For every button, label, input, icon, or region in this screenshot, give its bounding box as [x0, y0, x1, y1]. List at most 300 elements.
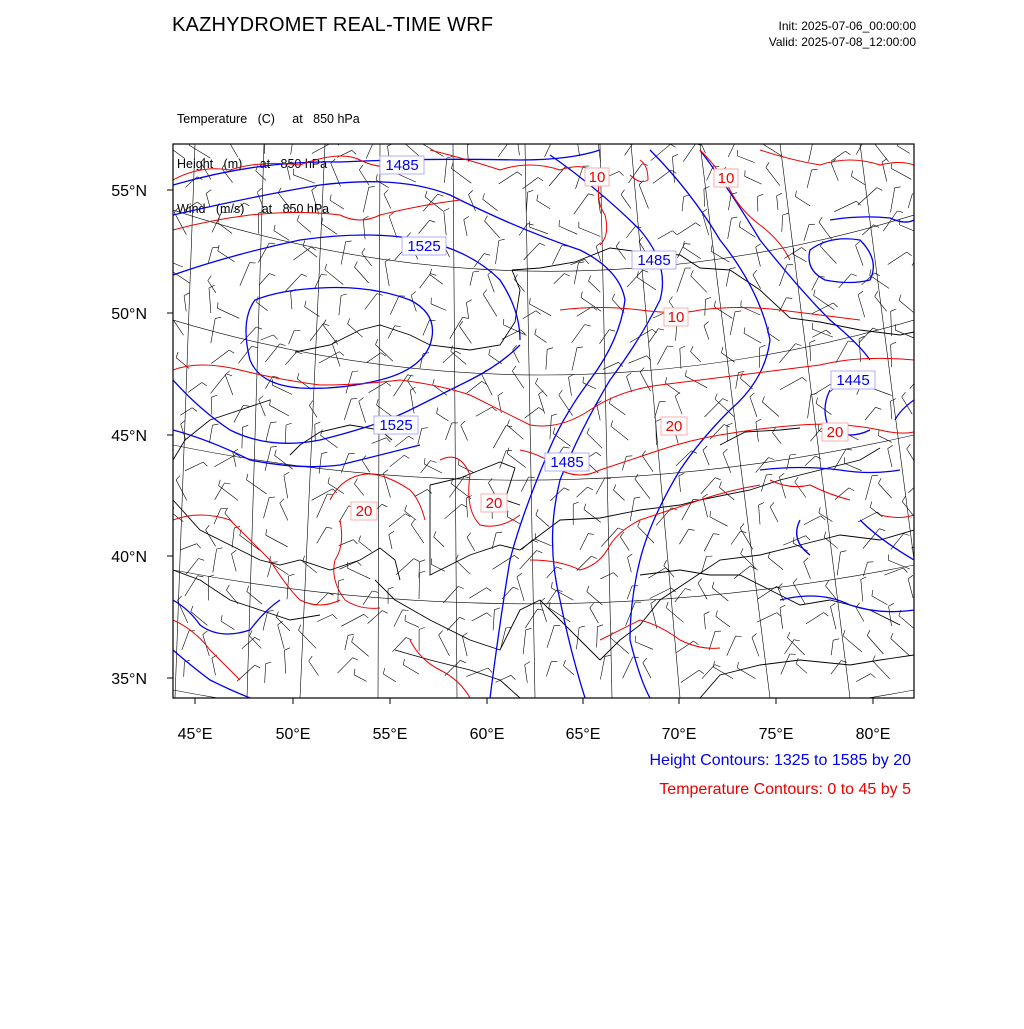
wind-barb: [773, 433, 782, 444]
wind-barb: [437, 413, 449, 421]
wind-barb-flag: [919, 483, 924, 486]
wind-barb-flag: [666, 602, 668, 608]
wind-barb-flag: [271, 446, 277, 447]
wind-barb-flag: [583, 377, 584, 383]
wind-barb-flag: [456, 351, 461, 354]
wind-barb: [891, 168, 911, 179]
wind-barb: [367, 353, 381, 363]
wind-barb-flag: [656, 419, 662, 421]
wind-barb: [464, 220, 467, 236]
wind-barb: [878, 484, 891, 499]
wind-barb-flag: [698, 132, 702, 136]
wind-barb-flag: [902, 392, 906, 397]
wind-barb: [265, 344, 280, 362]
wind-barb: [266, 535, 288, 547]
wind-barb-flag: [826, 581, 829, 586]
wind-barb: [554, 274, 565, 284]
wind-barb-flag: [422, 138, 423, 144]
wind-barb-flag: [889, 603, 894, 606]
wind-barb-flag: [882, 159, 887, 162]
wind-barb: [501, 628, 506, 649]
wind-barb: [265, 447, 271, 471]
wind-barb-flag: [626, 456, 632, 457]
wind-barb: [493, 610, 494, 631]
wind-barb: [240, 535, 260, 550]
wind-barb: [359, 170, 369, 186]
wind-barb: [705, 399, 723, 417]
wind-barb: [882, 162, 887, 182]
wind-barb: [819, 222, 832, 240]
wind-barb: [256, 171, 266, 181]
wind-barb-flag: [750, 393, 755, 397]
wind-barb: [355, 267, 369, 283]
wind-barb-flag: [903, 568, 907, 573]
init-time: Init: 2025-07-06_00:00:00: [769, 18, 916, 34]
wind-barb-flag: [564, 274, 570, 277]
wind-barb-flag: [359, 165, 363, 170]
wind-barb: [810, 343, 811, 361]
wind-barb-flag: [846, 449, 852, 450]
wind-barb: [569, 377, 572, 396]
wind-barb: [315, 424, 316, 441]
wind-barb: [226, 137, 238, 157]
wind-barb-flag: [487, 588, 492, 592]
wind-barb-flag: [693, 499, 699, 500]
wind-barb-flag: [328, 477, 329, 483]
wind-barb-flag: [206, 190, 211, 194]
wind-barb: [535, 383, 547, 396]
wind-barb-flag: [715, 394, 717, 400]
wind-barb-flag: [895, 187, 901, 188]
wind-barb: [777, 196, 778, 210]
wind-barb-flag: [564, 447, 570, 448]
height-label: [545, 453, 589, 471]
svg-text:10: 10: [589, 169, 606, 186]
wind-barb: [861, 580, 863, 602]
wind-barb-flag: [215, 317, 221, 318]
wind-barb: [445, 504, 462, 519]
wind-barb-flag: [425, 191, 427, 197]
wind-barb: [476, 407, 492, 416]
wind-barb: [268, 562, 272, 577]
wind-barb-flag: [539, 391, 544, 395]
wind-barb-flag: [488, 478, 492, 483]
wind-barb-flag: [258, 211, 264, 213]
wind-barb-flag: [578, 262, 584, 263]
wind-barb: [338, 658, 353, 673]
wind-barb: [621, 195, 631, 209]
wind-barb-flag: [753, 270, 757, 275]
wind-barb: [870, 275, 889, 288]
wind-barb: [761, 475, 766, 492]
wind-barb: [467, 381, 482, 393]
wind-barb-flag: [867, 630, 870, 635]
wind-barb-flag: [557, 567, 563, 569]
wind-barb: [710, 517, 728, 526]
wind-barb-flag: [766, 474, 772, 475]
wind-barb: [796, 664, 807, 674]
wind-barb: [908, 194, 912, 208]
svg-text:1485: 1485: [637, 252, 670, 269]
wind-barb: [703, 497, 708, 517]
wind-barb: [600, 656, 604, 679]
wind-barb: [284, 650, 285, 673]
wind-barb: [524, 243, 540, 260]
wind-barb: [512, 371, 524, 388]
wind-barb-flag: [461, 421, 465, 425]
wind-barb: [225, 375, 233, 395]
wind-barb: [723, 453, 731, 473]
wind-barb-flag: [434, 531, 436, 537]
wind-barb-flag: [218, 302, 219, 308]
wind-barb: [745, 176, 762, 184]
wind-barb: [317, 593, 329, 605]
wind-barb-flag: [814, 290, 815, 296]
wind-barb: [523, 178, 538, 189]
wind-barb: [691, 352, 701, 363]
wind-barb-flag: [272, 562, 278, 563]
wind-barb-flag: [738, 136, 744, 137]
wind-barb-flag: [530, 298, 531, 304]
wind-barb-flag: [849, 488, 854, 491]
wind-barb: [390, 455, 405, 467]
wind-barb-flag: [670, 144, 675, 147]
wind-barb-flag: [488, 668, 492, 672]
wind-barb-flag: [659, 401, 665, 402]
wind-barb-flag: [382, 504, 387, 507]
wind-barb-flag: [403, 659, 404, 665]
wind-barb: [616, 247, 625, 260]
wind-barb: [888, 449, 892, 468]
wind-barb: [898, 146, 910, 154]
wind-barb: [293, 175, 315, 183]
wind-barb-flag: [638, 521, 641, 527]
wind-barb-flag: [451, 163, 453, 169]
wind-barb-flag: [383, 470, 388, 474]
wind-barb: [297, 221, 311, 233]
wind-barb-flag: [507, 420, 509, 426]
wind-barb-flag: [851, 274, 857, 276]
wind-barb-flag: [389, 531, 394, 534]
wind-barb-flag: [737, 662, 738, 668]
wind-barb: [278, 193, 291, 210]
wind-barb-flag: [627, 373, 632, 377]
wind-barb-flag: [715, 478, 721, 480]
wind-barb: [715, 399, 734, 416]
wind-barb-flag: [684, 195, 690, 197]
wind-barb-flag: [588, 487, 593, 490]
wind-barb-flag: [305, 301, 306, 307]
wind-barb-flag: [226, 132, 230, 137]
wind-barb: [907, 449, 917, 465]
wind-barb-flag: [587, 428, 589, 434]
wind-barb: [683, 247, 701, 259]
wind-barb: [677, 268, 685, 292]
wind-barb: [483, 199, 498, 210]
wind-barb-flag: [243, 425, 249, 427]
wind-barb: [831, 661, 841, 675]
wind-barb: [766, 167, 780, 185]
wind-barb: [704, 534, 713, 552]
wind-barb-flag: [897, 211, 903, 212]
wind-barb-flag: [786, 298, 792, 299]
wind-barb-flag: [405, 505, 407, 511]
wind-barb: [597, 404, 601, 420]
wind-barb: [682, 197, 684, 212]
wind-barb-flag: [271, 422, 277, 423]
wind-barb: [587, 433, 602, 448]
wind-barb-flag: [444, 208, 449, 211]
wind-barb-flag: [334, 141, 339, 145]
wind-barb-flag: [727, 423, 733, 425]
wind-barb: [656, 421, 657, 445]
wind-barb-flag: [898, 140, 899, 146]
wind-barb-flag: [462, 633, 467, 636]
wind-barb-flag: [225, 483, 231, 484]
wind-barb: [856, 245, 864, 266]
wind-barb: [469, 588, 486, 599]
wind-barb: [540, 602, 546, 622]
wind-barb-flag: [537, 551, 543, 553]
lon-label: 50°E: [276, 726, 311, 743]
wind-barb: [804, 516, 821, 525]
wind-barb: [322, 224, 338, 235]
wind-barb: [629, 356, 647, 363]
wind-barb: [891, 188, 895, 213]
wind-barb-flag: [689, 529, 695, 530]
wind-barb: [650, 588, 671, 599]
wind-barb: [681, 670, 699, 682]
wind-barb-flag: [587, 586, 589, 592]
wind-barb: [260, 335, 273, 340]
wind-barb: [170, 262, 183, 267]
wind-barb: [576, 166, 584, 189]
wind-barb-flag: [536, 311, 541, 315]
wind-barb-flag: [856, 241, 861, 245]
wind-barb-flag: [731, 217, 737, 218]
wind-barb: [405, 511, 417, 520]
wind-barb-flag: [407, 376, 411, 381]
wind-barb: [834, 201, 856, 212]
wind-barb: [431, 304, 446, 311]
temperature-label: [351, 502, 377, 520]
wind-barb-flag: [804, 558, 808, 562]
wind-barb-flag: [740, 531, 746, 532]
wind-barb: [420, 354, 423, 369]
wind-barb: [434, 537, 444, 547]
temperature-legend: Temperature Contours: 0 to 45 by 5: [659, 781, 911, 799]
wind-barb-flag: [208, 276, 212, 281]
wind-barb-flag: [341, 294, 347, 296]
wind-barb: [206, 530, 216, 546]
wind-barb-flag: [762, 396, 764, 402]
wind-barb: [415, 490, 427, 497]
wind-barb: [211, 374, 227, 394]
wind-barb: [213, 549, 217, 573]
wind-barb: [366, 143, 373, 159]
wind-barb-flag: [704, 612, 709, 615]
wind-barb-flag: [686, 370, 687, 376]
wind-barb-flag: [259, 396, 264, 400]
wind-barb-flag: [802, 248, 807, 252]
wind-barb-flag: [529, 477, 535, 478]
wind-barb-flag: [353, 540, 357, 544]
wind-barb-flag: [616, 242, 619, 247]
wind-barb-flag: [899, 295, 901, 301]
wind-barb: [547, 590, 557, 605]
wind-barb: [392, 638, 406, 652]
wind-barb: [362, 460, 370, 472]
wind-barb: [750, 397, 757, 417]
temperature-label: [585, 168, 609, 186]
wind-barb: [655, 402, 660, 418]
wind-barb-flag: [711, 245, 712, 251]
wind-barb-flag: [843, 630, 845, 636]
wind-barb: [451, 484, 471, 499]
svg-text:20: 20: [666, 418, 683, 435]
wind-barb-flag: [876, 407, 882, 409]
wind-barb: [900, 225, 915, 231]
wind-barb: [620, 537, 629, 551]
wind-barb: [812, 276, 819, 290]
wind-barb-flag: [577, 134, 582, 137]
wind-barb-flag: [339, 352, 344, 356]
wind-barb-flag: [619, 171, 623, 175]
wind-barb: [285, 425, 286, 443]
wind-barb-flag: [219, 480, 221, 486]
wind-barb: [679, 476, 681, 492]
temperature-label: [714, 169, 738, 187]
wind-barb-flag: [643, 270, 649, 272]
wind-barb-flag: [252, 346, 258, 348]
wind-barb: [808, 395, 811, 418]
wind-barb-flag: [424, 458, 425, 464]
wind-barb: [369, 382, 387, 392]
wind-barb-flag: [528, 224, 534, 226]
wind-barb-flag: [598, 140, 603, 143]
wind-barb: [525, 408, 539, 419]
wind-barb-flag: [203, 462, 207, 466]
wind-barb-flag: [404, 455, 409, 458]
wind-barb-flag: [581, 292, 582, 298]
wind-barb-flag: [699, 670, 704, 674]
wind-barb: [402, 141, 420, 156]
wind-barb-flag: [176, 352, 178, 358]
wind-barb: [525, 609, 537, 628]
wind-barb: [622, 456, 626, 470]
wind-barb-flag: [790, 454, 796, 455]
wind-barb: [287, 165, 291, 180]
wind-barb: [345, 635, 348, 650]
wind-barb-flag: [226, 374, 232, 376]
wind-barb: [240, 263, 250, 286]
wind-barb-flag: [408, 375, 414, 376]
wind-barb: [891, 311, 892, 336]
wind-barb: [430, 275, 443, 285]
wind-barb-flag: [928, 346, 934, 348]
wind-barb-flag: [298, 625, 301, 630]
wind-barb-flag: [201, 158, 205, 163]
wind-barb-flag: [463, 317, 469, 318]
wind-barb: [317, 527, 327, 543]
wind-barb-flag: [693, 641, 698, 644]
wind-barb: [872, 596, 888, 605]
wind-barb-flag: [535, 378, 538, 383]
wind-barb: [780, 377, 802, 389]
wind-barb-flag: [411, 520, 415, 525]
wind-barb-flag: [779, 473, 784, 477]
wind-barb: [493, 426, 506, 449]
wind-barb: [858, 295, 865, 317]
wind-barb-flag: [621, 190, 624, 195]
wind-barb: [831, 607, 837, 630]
wind-barb-flag: [872, 590, 873, 596]
wind-barb: [270, 405, 289, 416]
wind-barb-flag: [696, 223, 701, 227]
lon-label: 75°E: [759, 726, 794, 743]
lon-label: 80°E: [856, 726, 891, 743]
temperature-label: [822, 423, 848, 441]
lon-label: 70°E: [662, 726, 697, 743]
wind-barb: [422, 144, 444, 157]
height-label: [831, 371, 875, 389]
wind-barb-flag: [698, 578, 702, 583]
wind-barb: [472, 613, 487, 621]
wind-barb: [550, 416, 552, 440]
wind-barb: [703, 450, 709, 465]
wind-barb-flag: [275, 450, 277, 456]
wind-barb: [698, 583, 707, 599]
wind-barb-flag: [464, 216, 469, 219]
wind-barb: [831, 163, 838, 181]
wind-barb: [831, 151, 845, 161]
wind-barb: [285, 352, 296, 365]
wind-barb-flag: [460, 617, 466, 619]
lat-label: 55°N: [111, 183, 147, 200]
wind-barb-flag: [487, 613, 492, 617]
wind-barb-flag: [702, 209, 707, 213]
wind-barb-flag: [609, 330, 615, 331]
wind-barb-flag: [873, 656, 876, 661]
wind-barb-flag: [359, 536, 361, 542]
wind-barb-flag: [217, 548, 223, 549]
wind-barb-flag: [795, 191, 796, 197]
wind-barb-flag: [870, 502, 872, 508]
wind-barb: [753, 275, 761, 289]
wind-barb-flag: [511, 675, 515, 679]
wind-barb: [658, 231, 673, 239]
wind-barb-flag: [209, 285, 215, 288]
wind-barb: [572, 325, 585, 343]
wind-barb: [467, 537, 475, 551]
wind-barb-flag: [430, 220, 436, 222]
temperature-label: [664, 308, 688, 326]
wind-barb-flag: [816, 398, 818, 404]
wind-barb-flag: [611, 421, 613, 427]
wind-barb-flag: [203, 631, 208, 635]
wind-barb-flag: [206, 525, 210, 530]
wind-barb: [651, 144, 671, 160]
wind-barb-flag: [376, 339, 378, 345]
wind-barb-flag: [437, 408, 438, 414]
wind-barb-flag: [579, 626, 585, 627]
wind-barb: [683, 144, 695, 162]
wind-barb-flag: [841, 661, 847, 663]
wind-barb-flag: [669, 297, 672, 302]
wind-barb: [189, 145, 210, 158]
svg-text:1525: 1525: [407, 238, 440, 255]
wind-barb-flag: [229, 350, 234, 353]
